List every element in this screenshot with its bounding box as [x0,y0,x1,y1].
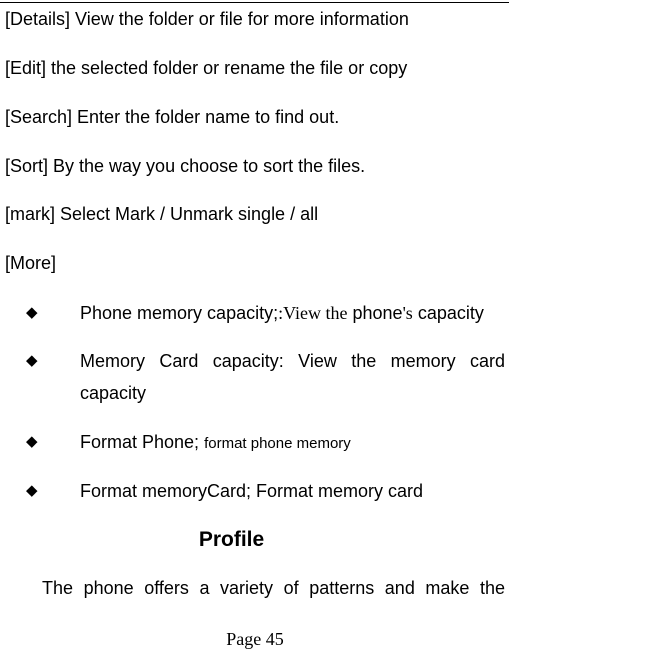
phone-text: phone [347,303,403,323]
details-line: [Details] View the folder or file for more information [5,9,409,29]
edit-line: [Edit] the selected folder or rename the file or copy [5,58,408,78]
format-phone-desc: format phone memory [204,435,351,452]
view-the-text: :View the [278,303,348,323]
diamond-bullet-icon: ◆ [26,433,38,450]
format-memory-card-item: Format memoryCard; Format memory card [80,481,424,501]
profile-heading: Profile [198,528,265,551]
header-rule [0,2,509,3]
memory-card-capacity-item: Memory Card capacity: View the memory card capacity [80,351,505,403]
profile-paragraph: The phone offers a variety of patterns and make the [42,578,505,598]
search-line: [Search] Enter the folder name to find out. [5,107,340,127]
sort-line: [Sort] By the way you choose to sort the files. [5,156,366,176]
capacity-text: capacity [412,303,484,323]
possessive-text: 's [402,303,413,323]
more-line: [More] [5,253,57,273]
format-phone-label: Format Phone; [80,432,205,452]
page-number: Page 45 [226,629,284,649]
diamond-bullet-icon: ◆ [26,352,38,369]
diamond-bullet-icon: ◆ [26,304,38,321]
format-phone-item [80,426,505,460]
phone-memory-label: Phone memory capacity; [80,303,279,323]
mark-line: [mark] Select Mark / Unmark single / all [5,204,319,224]
phone-memory-capacity-item [80,297,505,329]
diamond-bullet-icon: ◆ [26,482,38,499]
